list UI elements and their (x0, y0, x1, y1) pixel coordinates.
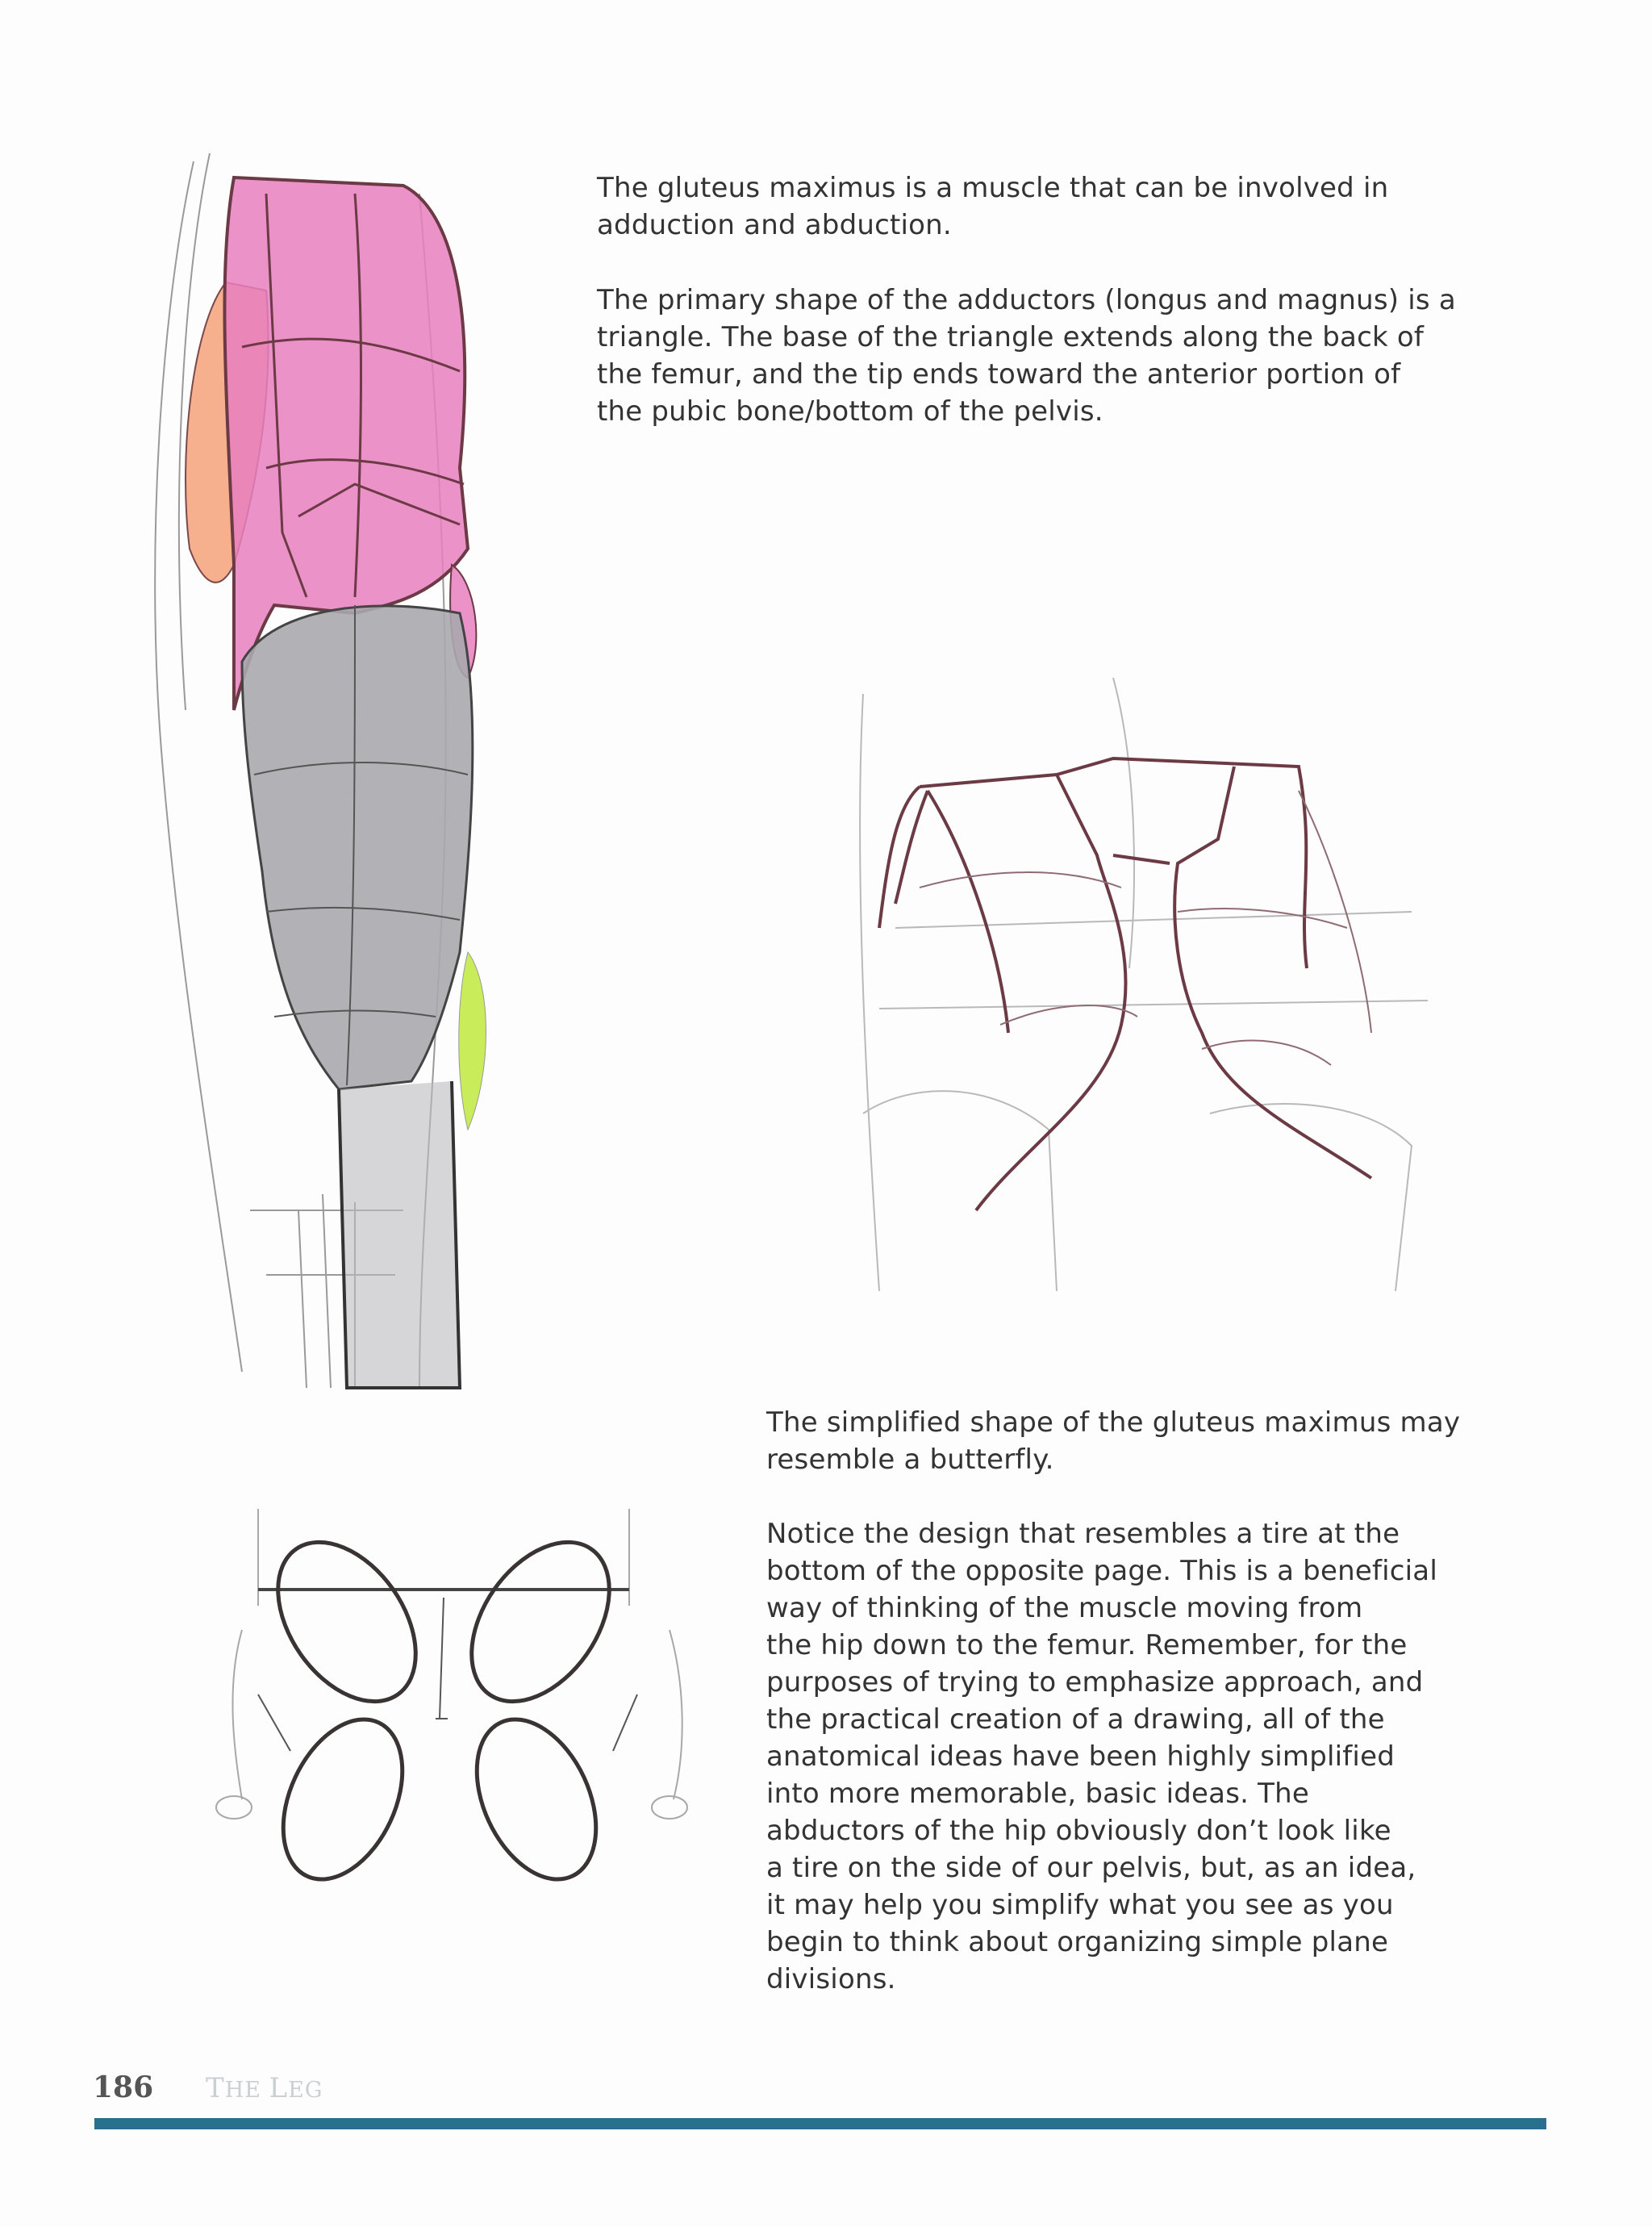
section-title-initial: T (206, 2072, 225, 2104)
hip-contour-lines (879, 758, 1371, 1210)
section-title-smallcaps: EG (288, 2078, 323, 2103)
text-line: Notice the design that resembles a tire at the (766, 1518, 1400, 1550)
text-line: the practical creation of a drawing, all of the (766, 1703, 1385, 1736)
text-line: into more memorable, basic ideas. The (766, 1778, 1309, 1810)
text-line: The primary shape of the adductors (longus and magnus) is a (597, 284, 1456, 316)
text-line: abductors of the hip obviously don’t look like (766, 1815, 1391, 1847)
gluteus-intro-paragraph (597, 169, 1388, 244)
text-line: the pubic bone/bottom of the pelvis. (597, 395, 1103, 428)
text-line: divisions. (766, 1963, 896, 1995)
butterfly-wings (250, 1517, 638, 1899)
hip-planes-illustration (847, 646, 1428, 1307)
pencil-construction-lines (860, 678, 1428, 1291)
leg-muscles-illustration (113, 145, 500, 1404)
text-line: triangle. The base of the triangle extends along the back of (597, 321, 1425, 353)
butterfly-paragraph (766, 1404, 1460, 1478)
section-title-smallcaps: HE (224, 2078, 269, 2103)
footer-rule (94, 2118, 1546, 2129)
text-line: resemble a butterfly. (766, 1444, 1054, 1476)
text-line: begin to think about organizing simple plane (766, 1926, 1389, 1958)
knee-tendon-shape (339, 1081, 460, 1388)
tire-paragraph (766, 1515, 1437, 1998)
text-line: the hip down to the femur. Remember, for the (766, 1629, 1408, 1661)
text-line: a tire on the side of our pelvis, but, as an idea, (766, 1852, 1416, 1884)
adductor-shape (459, 952, 486, 1130)
page-number: 186 (93, 2070, 154, 2104)
text-line: way of thinking of the muscle moving from (766, 1592, 1363, 1624)
text-line: the femur, and the tip ends toward the anterior portion of (597, 358, 1401, 391)
text-line: The simplified shape of the gluteus maximus may (766, 1406, 1461, 1439)
text-line: anatomical ideas have been highly simplified (766, 1740, 1395, 1773)
adductors-paragraph (597, 282, 1456, 430)
text-line: purposes of trying to emphasize approach, and (766, 1666, 1424, 1698)
text-line: bottom of the opposite page. This is a beneficial (766, 1555, 1437, 1587)
section-title-initial: L (269, 2072, 289, 2104)
text-line: it may help you simplify what you see as you (766, 1889, 1394, 1921)
text-line: The gluteus maximus is a muscle that can be involved in (597, 172, 1389, 204)
section-title (206, 2072, 323, 2104)
text-line: adduction and abduction. (597, 209, 952, 241)
butterfly-gluteus-illustration (210, 1509, 694, 1928)
